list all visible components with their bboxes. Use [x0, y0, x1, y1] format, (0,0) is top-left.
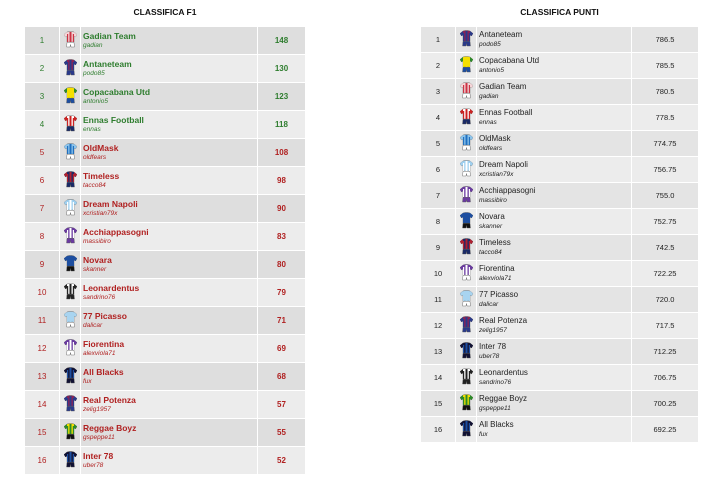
points-total: 752.75 [632, 209, 699, 235]
manager-name: uber78 [479, 353, 500, 360]
team-kit-cell [456, 313, 477, 339]
f1-rank: 11 [25, 307, 60, 335]
points-team-cell [477, 339, 632, 365]
team-kit-cell [60, 55, 81, 83]
points-total: 778.5 [632, 105, 699, 131]
team-kit-icon [460, 420, 473, 438]
team-name-link[interactable]: Leonardentus [83, 283, 140, 293]
team-kit-cell [456, 209, 477, 235]
manager-name: tacco84 [83, 182, 106, 189]
f1-score: 57 [258, 391, 306, 419]
points-total: 774.75 [632, 131, 699, 157]
points-total: 692.25 [632, 417, 699, 443]
f1-team-cell [81, 167, 258, 195]
team-kit-icon [64, 423, 77, 441]
team-kit-cell [456, 27, 477, 53]
team-kit-icon [460, 108, 473, 126]
team-name-link[interactable]: Copacabana Utd [83, 87, 151, 97]
team-kit-icon [64, 115, 77, 133]
points-total: 742.5 [632, 235, 699, 261]
f1-table-row [25, 391, 306, 419]
f1-table-row [25, 419, 306, 447]
team-kit-icon [64, 255, 77, 273]
team-name-link[interactable]: All Blacks [83, 367, 124, 377]
team-name-link[interactable]: Antaneteam [479, 30, 523, 39]
team-kit-cell [60, 223, 81, 251]
team-name-link[interactable]: Gadian Team [83, 31, 136, 41]
team-kit-icon [460, 264, 473, 282]
team-name-link[interactable]: Inter 78 [479, 342, 507, 351]
points-rank: 7 [421, 183, 456, 209]
f1-table-row [25, 307, 306, 335]
f1-team-cell [81, 195, 258, 223]
team-name-link[interactable]: All Blacks [479, 420, 514, 429]
team-name-link[interactable]: Real Potenza [479, 316, 528, 325]
points-rank: 2 [421, 53, 456, 79]
f1-score: 69 [258, 335, 306, 363]
points-total: 786.5 [632, 27, 699, 53]
manager-name: dalicar [479, 301, 499, 308]
f1-rank: 5 [25, 139, 60, 167]
f1-rank: 8 [25, 223, 60, 251]
team-kit-icon [64, 199, 77, 217]
team-name-link[interactable]: Antaneteam [83, 59, 132, 69]
f1-score: 71 [258, 307, 306, 335]
f1-score: 98 [258, 167, 306, 195]
f1-score: 148 [258, 27, 306, 55]
team-kit-icon [64, 451, 77, 469]
team-kit-icon [460, 134, 473, 152]
f1-team-cell [81, 83, 258, 111]
f1-table-row [25, 195, 306, 223]
points-table-row [421, 131, 699, 157]
f1-table-row [25, 363, 306, 391]
points-table-row [421, 339, 699, 365]
team-kit-cell [456, 365, 477, 391]
f1-rank: 10 [25, 279, 60, 307]
points-team-cell [477, 391, 632, 417]
manager-name: antonio5 [83, 98, 108, 105]
team-name-link[interactable]: Leonardentus [479, 368, 528, 377]
team-kit-icon [460, 186, 473, 204]
team-kit-icon [460, 56, 473, 74]
f1-rank: 1 [25, 27, 60, 55]
points-team-cell [477, 313, 632, 339]
f1-team-cell [81, 363, 258, 391]
manager-name: podo85 [83, 70, 105, 77]
f1-table-row [25, 27, 306, 55]
f1-team-cell [81, 27, 258, 55]
points-table-row [421, 417, 699, 443]
points-total: 720.0 [632, 287, 699, 313]
team-name-link[interactable]: Novara [83, 255, 112, 265]
team-name-link[interactable]: Acchiappasogni [479, 186, 536, 195]
points-rank: 11 [421, 287, 456, 313]
f1-score: 108 [258, 139, 306, 167]
team-kit-icon [460, 160, 473, 178]
manager-name: podo85 [479, 41, 501, 48]
manager-name: massibiro [83, 238, 111, 245]
manager-name: gadian [479, 93, 499, 100]
f1-rank: 15 [25, 419, 60, 447]
manager-name: uber78 [83, 462, 104, 469]
f1-table-row [25, 223, 306, 251]
team-kit-cell [456, 235, 477, 261]
f1-rank: 2 [25, 55, 60, 83]
team-kit-icon [64, 59, 77, 77]
team-name-link[interactable]: Inter 78 [83, 451, 114, 461]
points-table-row [421, 287, 699, 313]
team-kit-icon [64, 311, 77, 329]
team-name-link[interactable]: Reggae Boyz [83, 423, 137, 433]
team-name-link[interactable]: 77 Picasso [479, 290, 519, 299]
f1-team-cell [81, 447, 258, 475]
f1-team-cell [81, 391, 258, 419]
points-team-cell [477, 261, 632, 287]
points-team-cell [477, 157, 632, 183]
team-kit-icon [64, 143, 77, 161]
f1-team-cell [81, 279, 258, 307]
points-table-row [421, 79, 699, 105]
team-kit-cell [456, 339, 477, 365]
team-kit-icon [64, 395, 77, 413]
manager-name: ennas [479, 119, 497, 126]
f1-rank: 3 [25, 83, 60, 111]
points-table-row [421, 209, 699, 235]
team-kit-icon [460, 30, 473, 48]
points-table-row [421, 53, 699, 79]
manager-name: alexviola71 [83, 350, 116, 357]
team-kit-icon [64, 31, 77, 49]
points-total: 785.5 [632, 53, 699, 79]
team-kit-cell [60, 335, 81, 363]
f1-rank: 14 [25, 391, 60, 419]
points-rank: 16 [421, 417, 456, 443]
points-total: 756.75 [632, 157, 699, 183]
f1-table-row [25, 111, 306, 139]
f1-table-row [25, 167, 306, 195]
points-total: 722.25 [632, 261, 699, 287]
team-kit-cell [456, 105, 477, 131]
team-name-link[interactable]: Fiorentina [479, 264, 515, 273]
points-rank: 12 [421, 313, 456, 339]
points-table-row [421, 391, 699, 417]
manager-name: alexviola71 [479, 275, 512, 282]
points-rank: 1 [421, 27, 456, 53]
team-kit-cell [456, 261, 477, 287]
f1-table-row [25, 447, 306, 475]
f1-rank: 7 [25, 195, 60, 223]
points-team-cell [477, 131, 632, 157]
f1-team-cell [81, 111, 258, 139]
points-table-row [421, 365, 699, 391]
points-table-row [421, 183, 699, 209]
team-name-link[interactable]: Gadian Team [479, 82, 527, 91]
points-table-row [421, 157, 699, 183]
f1-score: 55 [258, 419, 306, 447]
team-kit-cell [60, 447, 81, 475]
manager-name: antonio5 [479, 67, 504, 74]
points-team-cell [477, 105, 632, 131]
f1-standings-table [24, 26, 306, 475]
manager-name: oldfears [479, 145, 503, 152]
team-kit-cell [60, 83, 81, 111]
points-table-row [421, 261, 699, 287]
manager-name: fux [83, 378, 92, 385]
manager-name: ennas [83, 126, 101, 133]
f1-table-row [25, 83, 306, 111]
team-name-link[interactable]: Ennas Football [83, 115, 144, 125]
points-team-cell [477, 27, 632, 53]
team-kit-icon [64, 227, 77, 245]
team-kit-icon [460, 342, 473, 360]
points-total: 780.5 [632, 79, 699, 105]
points-total: 717.5 [632, 313, 699, 339]
team-kit-cell [60, 419, 81, 447]
team-name-link[interactable]: Timeless [479, 238, 511, 247]
points-rank: 5 [421, 131, 456, 157]
team-kit-cell [456, 131, 477, 157]
team-kit-cell [60, 27, 81, 55]
points-rank: 8 [421, 209, 456, 235]
team-kit-cell [456, 183, 477, 209]
team-name-link[interactable]: Dream Napoli [83, 199, 138, 209]
team-name-link[interactable]: 77 Picasso [83, 311, 127, 321]
manager-name: gspeppe11 [479, 405, 511, 412]
points-team-cell [477, 53, 632, 79]
f1-team-cell [81, 55, 258, 83]
f1-rank: 6 [25, 167, 60, 195]
points-table-row [421, 313, 699, 339]
team-kit-icon [460, 212, 473, 230]
manager-name: tacco84 [479, 249, 502, 256]
team-kit-cell [60, 139, 81, 167]
f1-team-cell [81, 335, 258, 363]
points-team-cell [477, 235, 632, 261]
manager-name: zelig1957 [479, 327, 507, 334]
manager-name: sandrino76 [479, 379, 512, 386]
team-kit-cell [456, 417, 477, 443]
points-standings-panel [420, 0, 699, 443]
points-total: 755.0 [632, 183, 699, 209]
f1-score: 52 [258, 447, 306, 475]
points-rank: 9 [421, 235, 456, 261]
manager-name: skanner [83, 266, 107, 273]
points-table-row [421, 27, 699, 53]
points-team-cell [477, 209, 632, 235]
points-team-cell [477, 365, 632, 391]
f1-table-row [25, 279, 306, 307]
manager-name: oldfears [83, 154, 107, 161]
points-table-row [421, 105, 699, 131]
team-kit-cell [60, 251, 81, 279]
points-team-cell [477, 183, 632, 209]
points-rank: 4 [421, 105, 456, 131]
manager-name: massibiro [479, 197, 507, 204]
f1-team-cell [81, 223, 258, 251]
team-name-link[interactable]: OldMask [83, 143, 119, 153]
team-kit-icon [64, 283, 77, 301]
team-kit-icon [64, 171, 77, 189]
points-table-row [421, 235, 699, 261]
team-name-link[interactable]: Copacabana Utd [479, 56, 540, 65]
manager-name: dalicar [83, 322, 103, 329]
team-kit-icon [460, 290, 473, 308]
points-standings-title: CLASSIFICA PUNTI [520, 7, 599, 17]
manager-name: sandrino76 [83, 294, 116, 301]
team-kit-cell [456, 391, 477, 417]
team-kit-icon [460, 368, 473, 386]
team-name-link[interactable]: Reggae Boyz [479, 394, 528, 403]
manager-name: zelig1957 [83, 406, 111, 413]
team-name-link[interactable]: Acchiappasogni [83, 227, 149, 237]
team-kit-cell [60, 279, 81, 307]
team-kit-cell [60, 363, 81, 391]
team-name-link[interactable]: OldMask [479, 134, 511, 143]
f1-score: 79 [258, 279, 306, 307]
f1-standings-panel [24, 0, 306, 475]
f1-rank: 16 [25, 447, 60, 475]
f1-rank: 12 [25, 335, 60, 363]
f1-table-row [25, 139, 306, 167]
points-total: 706.75 [632, 365, 699, 391]
manager-name: skanner [479, 223, 503, 230]
team-kit-icon [64, 339, 77, 357]
points-total: 700.25 [632, 391, 699, 417]
points-rank: 3 [421, 79, 456, 105]
points-team-cell [477, 287, 632, 313]
f1-team-cell [81, 139, 258, 167]
manager-name: gadian [83, 42, 103, 49]
f1-table-row [25, 335, 306, 363]
f1-team-cell [81, 307, 258, 335]
team-kit-cell [60, 195, 81, 223]
team-kit-cell [60, 391, 81, 419]
points-team-cell [477, 79, 632, 105]
team-name-link[interactable]: Ennas Football [479, 108, 533, 117]
f1-rank: 9 [25, 251, 60, 279]
team-name-link[interactable]: Timeless [83, 171, 120, 181]
points-rank: 10 [421, 261, 456, 287]
team-kit-cell [456, 79, 477, 105]
team-name-link[interactable]: Real Potenza [83, 395, 136, 405]
team-kit-cell [456, 287, 477, 313]
f1-score: 130 [258, 55, 306, 83]
team-kit-cell [60, 307, 81, 335]
f1-team-cell [81, 419, 258, 447]
manager-name: xcristian79x [83, 210, 118, 217]
points-team-cell [477, 417, 632, 443]
team-kit-icon [460, 82, 473, 100]
f1-score: 80 [258, 251, 306, 279]
manager-name: fux [479, 431, 488, 438]
f1-score: 83 [258, 223, 306, 251]
team-name-link[interactable]: Dream Napoli [479, 160, 528, 169]
team-kit-icon [460, 238, 473, 256]
manager-name: xcristian79x [479, 171, 514, 178]
f1-score: 118 [258, 111, 306, 139]
team-kit-cell [456, 53, 477, 79]
team-kit-icon [64, 367, 77, 385]
points-rank: 15 [421, 391, 456, 417]
team-kit-icon [64, 87, 77, 105]
points-rank: 6 [421, 157, 456, 183]
f1-score: 68 [258, 363, 306, 391]
team-kit-cell [456, 157, 477, 183]
f1-table-row [25, 251, 306, 279]
team-name-link[interactable]: Fiorentina [83, 339, 125, 349]
f1-standings-title: CLASSIFICA F1 [133, 7, 197, 17]
f1-rank: 13 [25, 363, 60, 391]
manager-name: gspeppe11 [83, 434, 115, 441]
f1-score: 90 [258, 195, 306, 223]
points-total: 712.25 [632, 339, 699, 365]
f1-team-cell [81, 251, 258, 279]
team-kit-cell [60, 111, 81, 139]
team-kit-cell [60, 167, 81, 195]
f1-table-row [25, 55, 306, 83]
f1-rank: 4 [25, 111, 60, 139]
team-name-link[interactable]: Novara [479, 212, 505, 221]
points-rank: 14 [421, 365, 456, 391]
team-kit-icon [460, 394, 473, 412]
f1-score: 123 [258, 83, 306, 111]
points-standings-table [420, 26, 699, 443]
team-kit-icon [460, 316, 473, 334]
points-rank: 13 [421, 339, 456, 365]
